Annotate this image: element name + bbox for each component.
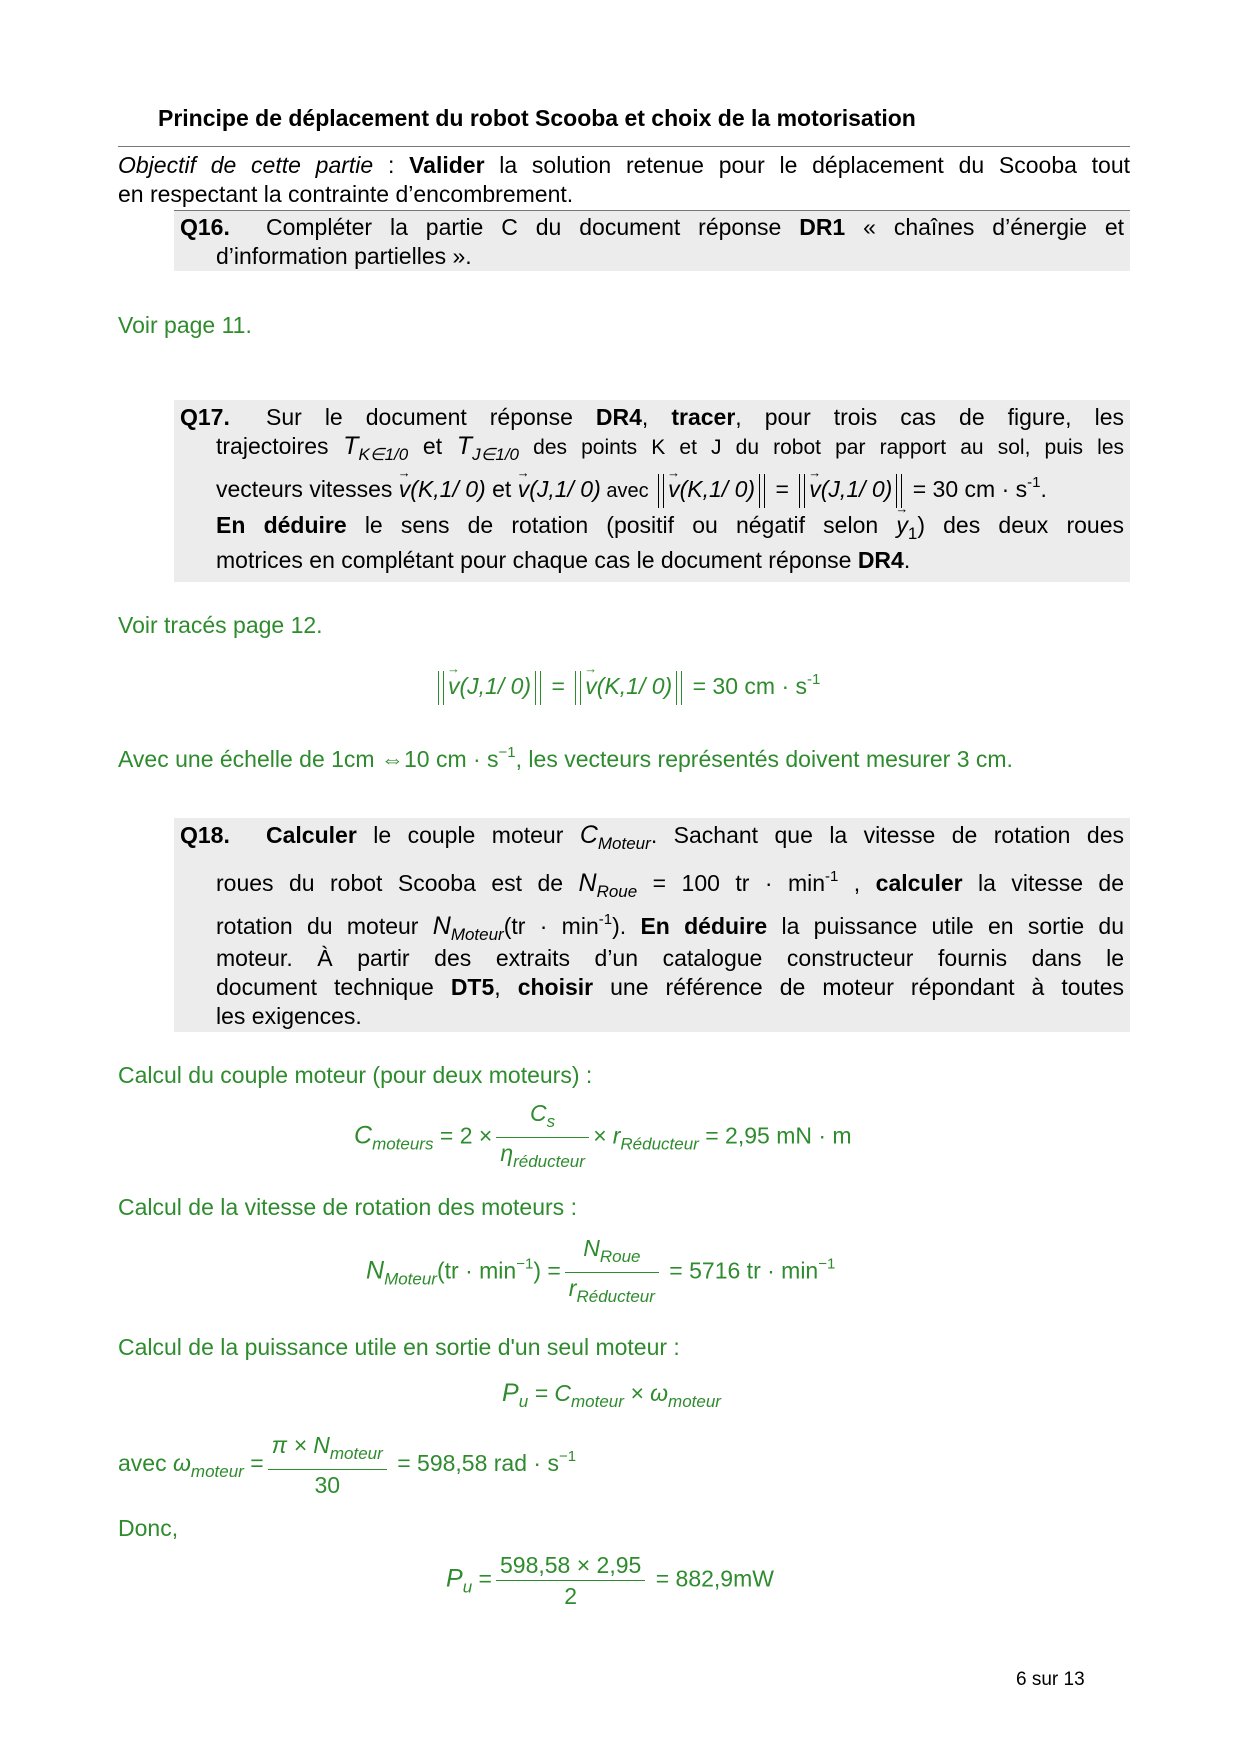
couple-eq: = 2 × <box>433 1122 493 1149</box>
q18-deduce: En déduire <box>626 913 768 939</box>
pi-n: π × N <box>271 1432 330 1458</box>
norm-bar <box>676 671 682 705</box>
q18-line-3 <box>216 905 1124 949</box>
q17-text: Sur le document réponse <box>266 404 596 430</box>
q17-line-1 <box>266 403 1124 432</box>
final-power-equation <box>446 1550 774 1611</box>
vitesse-result: = 5716 tr · min <box>662 1257 819 1284</box>
question-number: Q16. <box>180 214 230 240</box>
q17-line-4 <box>216 511 1124 548</box>
q17-text: vecteurs vitesses <box>216 476 399 502</box>
v-vector: → v <box>448 666 460 706</box>
couple-symbol: C <box>579 821 598 849</box>
q17-avec: avec <box>600 480 655 502</box>
norm-bar <box>799 474 805 508</box>
question-number: Q17. <box>180 404 230 430</box>
traj-k-sub: K∈1/0 <box>358 445 409 464</box>
cs-sub: s <box>546 1112 556 1131</box>
v-j-args: (J,1/ 0) <box>529 476 601 502</box>
velocity-k <box>399 476 486 502</box>
c-sub: moteur <box>570 1392 624 1411</box>
q18-choose: choisir <box>517 974 594 1000</box>
final-fraction <box>496 1550 645 1611</box>
couple-sub: Moteur <box>597 834 651 853</box>
traj-k-symbol: T <box>343 432 359 460</box>
omega-fraction <box>268 1430 387 1500</box>
q17-line-5 <box>216 546 1124 575</box>
eta-sub: réducteur <box>513 1152 585 1171</box>
n-roue-sub: Roue <box>596 882 638 901</box>
omega-eq: = <box>243 1450 264 1477</box>
avec-label: avec <box>118 1450 173 1477</box>
q18-text-2: une référence de moteur répondant à toutes <box>593 974 1125 1000</box>
fraction-denominator <box>496 1138 589 1177</box>
v-vector: → v <box>585 666 597 706</box>
scale-equivalence: 1cm ⇔10 cm · s <box>331 746 499 772</box>
norm-bar <box>438 671 444 705</box>
q18-calc: Calculer <box>266 822 357 848</box>
objective-rest: la solution retenue pour le déplacement du Scooba tout <box>484 152 1131 178</box>
final-eq: = <box>472 1565 492 1592</box>
n-roue-value: = 100 tr · min <box>637 870 826 896</box>
v-vector: → v <box>809 475 821 504</box>
n-moteur-unit: (tr · min <box>503 913 599 939</box>
pu-eq: = C <box>528 1380 571 1406</box>
q16-answer: Voir page 11. <box>118 312 252 338</box>
norm-bar <box>759 474 765 508</box>
n-sub: Moteur <box>384 1269 437 1289</box>
donc-label: Donc, <box>118 1515 179 1541</box>
omega-sub: moteur <box>190 1462 244 1482</box>
title-rule <box>118 146 1130 147</box>
velocity-value: = 30 cm · s <box>912 476 1028 502</box>
q17-text-2: des points K et J du robot par rapport au sol, puis les <box>519 436 1125 459</box>
comma: , <box>838 870 876 896</box>
q17-et: et <box>408 433 457 459</box>
p-sub: u <box>518 1392 529 1411</box>
r-sub: Réducteur <box>576 1287 655 1306</box>
omega-result: = 598,58 rad · s <box>390 1450 559 1477</box>
n-roue-symbol: N <box>578 869 597 897</box>
q16-line-1 <box>266 213 1124 242</box>
q18-text-2: la puissance utile en sortie du <box>767 913 1124 939</box>
c-sub: moteurs <box>372 1134 434 1154</box>
traj-j-symbol: T <box>456 432 473 460</box>
n-moteur-symbol: N <box>432 912 451 940</box>
q18-line-6: les exigences. <box>216 1003 362 1029</box>
fraction-numerator: 598,58 × 2,95 <box>496 1550 645 1581</box>
objective-bold: Valider <box>409 152 485 178</box>
norm-bar <box>575 671 581 705</box>
velocity-j <box>518 476 601 502</box>
vitesse-fraction <box>565 1233 659 1312</box>
q18-line-5 <box>216 973 1124 1002</box>
omega-symbol: ω <box>172 1450 191 1477</box>
objective-label: Objectif de cette partie <box>118 152 374 178</box>
fraction-numerator <box>496 1098 589 1138</box>
vitesse-equation <box>366 1233 835 1312</box>
q17-text: trajectoires <box>216 433 344 459</box>
p-symbol: P <box>446 1564 463 1593</box>
v-k-args: (K,1/ 0) <box>596 673 673 699</box>
v-j-args: (J,1/ 0) <box>820 476 893 502</box>
n-moteur-close: ). <box>612 913 627 939</box>
vit-unit: (tr · min <box>436 1257 517 1284</box>
v-j-args: (J,1/ 0) <box>459 673 532 699</box>
q18-text: roues du robot Scooba est de <box>216 870 579 896</box>
v-k-args: (K,1/ 0) <box>410 476 486 502</box>
times-omega: × ω <box>623 1380 669 1406</box>
v-vector: → v <box>668 475 680 504</box>
q18-text: le couple moteur <box>356 822 580 848</box>
n-sub: moteur <box>329 1444 383 1463</box>
c-symbol: C <box>354 1121 373 1150</box>
velocity-exp: -1 <box>807 671 821 688</box>
comma: , <box>494 974 518 1000</box>
q17-text-2: , pour trois cas de figure, les <box>735 404 1124 430</box>
q18-line-2 <box>216 862 1124 906</box>
n-roue-sub: Roue <box>599 1247 641 1266</box>
objective-colon: : <box>373 152 410 178</box>
period: . <box>1040 476 1047 502</box>
question-q16 <box>174 210 1130 271</box>
puissance-formula <box>502 1376 721 1419</box>
vitesse-title: Calcul de la vitesse de rotation des moteurs : <box>118 1194 577 1220</box>
period: . <box>903 547 911 573</box>
couple-result: = 2,95 mN · m <box>698 1122 852 1149</box>
n-moteur-exp: -1 <box>598 911 613 928</box>
v-vector: → v <box>518 475 530 504</box>
velocity-norm-equation <box>654 476 1047 502</box>
omega-equation <box>118 1430 576 1500</box>
vit-exp: −1 <box>516 1255 534 1273</box>
q17-text: motrices en complétant pour chaque cas le document réponse <box>216 547 858 573</box>
equals: = <box>551 673 565 699</box>
velocity-value: = 30 cm · s <box>692 673 808 699</box>
q17-text-2: ) des deux roues <box>917 512 1124 538</box>
q17-velocity-equation <box>434 660 820 706</box>
couple-fraction <box>496 1098 589 1177</box>
q18-text: rotation du moteur <box>216 913 433 939</box>
q17-answer: Voir tracés page 12. <box>118 612 323 638</box>
norm-bar <box>535 671 541 705</box>
q17-deduce: En déduire <box>216 512 347 538</box>
q17-et: et <box>485 476 518 502</box>
fraction-denominator: 2 <box>564 1583 578 1609</box>
q16-line-2: d’information partielles ». <box>216 243 472 269</box>
cs-symbol: C <box>530 1100 547 1126</box>
n-roue-symbol: N <box>583 1235 600 1261</box>
velocity-exp: -1 <box>1027 474 1041 491</box>
q18-text: document technique <box>216 974 451 1000</box>
y-axis-symbol: → y <box>896 511 908 540</box>
couple-equation <box>354 1098 852 1177</box>
q18-text-2: la vitesse de <box>962 870 1125 896</box>
final-result: = 882,9mW <box>649 1565 774 1592</box>
vit-close: ) = <box>533 1257 561 1284</box>
q16-text: Compléter la partie C du document réponse <box>266 214 800 240</box>
q17-line-3 <box>216 468 1124 508</box>
q18-line-1 <box>266 821 1124 858</box>
q18-doc: DT5 <box>450 974 495 1000</box>
objective-line-2: en respectant la contrainte d’encombrement. <box>118 181 574 207</box>
q16-text-2: « chaînes d’énergie et <box>845 214 1125 240</box>
q17-scale-note <box>118 738 1013 774</box>
q17-doc: DR4 <box>595 404 642 430</box>
v-vector: → v <box>399 475 411 504</box>
q18-line-4: moteur. À partir des extraits d’un catalogue constructeur fournis dans le <box>216 945 1124 971</box>
scale-text-2: , les vecteurs représentés doivent mesurer 3 cm. <box>515 746 1013 772</box>
traj-j-sub: J∈1/0 <box>472 445 520 464</box>
fraction-denominator <box>565 1273 659 1312</box>
q17-text: le sens de rotation (positif ou négatif selon <box>346 512 897 538</box>
n-symbol: N <box>366 1256 385 1285</box>
q18-text-2: . Sachant que la vitesse de rotation des <box>650 822 1124 848</box>
omega-result-exp: −1 <box>558 1448 577 1466</box>
q17-verb: tracer <box>671 404 736 430</box>
fraction-numerator <box>268 1430 387 1470</box>
q16-doc: DR1 <box>799 214 846 240</box>
r-sub: Réducteur <box>620 1134 699 1154</box>
question-q17 <box>174 400 1130 582</box>
question-number: Q18. <box>180 822 230 848</box>
scale-exp: −1 <box>498 744 516 761</box>
n-roue-exp: -1 <box>825 868 839 885</box>
p-sub: u <box>462 1577 473 1597</box>
couple-title: Calcul du couple moteur (pour deux moteurs) : <box>118 1062 593 1088</box>
times-r: × r <box>592 1122 621 1149</box>
p-symbol: P <box>502 1379 519 1407</box>
vitesse-result-exp: −1 <box>818 1255 836 1273</box>
r-symbol: r <box>568 1275 577 1301</box>
section-title: Principe de déplacement du robot Scooba et choix de la motorisation <box>158 105 916 131</box>
page-number: 6 sur 13 <box>1016 1669 1085 1690</box>
equals: = <box>775 476 789 502</box>
objective-line-1 <box>118 151 1130 180</box>
omega-sub: moteur <box>668 1392 721 1411</box>
v-k-args: (K,1/ 0) <box>679 476 756 502</box>
n-moteur-sub: Moteur <box>450 925 504 944</box>
q17-doc: DR4 <box>857 547 904 573</box>
fraction-denominator: 30 <box>314 1472 341 1498</box>
q17-comma: , <box>641 404 672 430</box>
eta-symbol: η <box>500 1140 514 1166</box>
y-axis-index: 1 <box>907 524 918 543</box>
q18-calc-2: calculer <box>875 870 963 896</box>
puissance-title: Calcul de la puissance utile en sortie d'un seul moteur : <box>118 1334 680 1360</box>
norm-bar <box>658 474 664 508</box>
question-q18 <box>174 818 1130 1032</box>
scale-text: Avec une échelle de <box>118 746 332 772</box>
fraction-numerator <box>565 1233 659 1273</box>
